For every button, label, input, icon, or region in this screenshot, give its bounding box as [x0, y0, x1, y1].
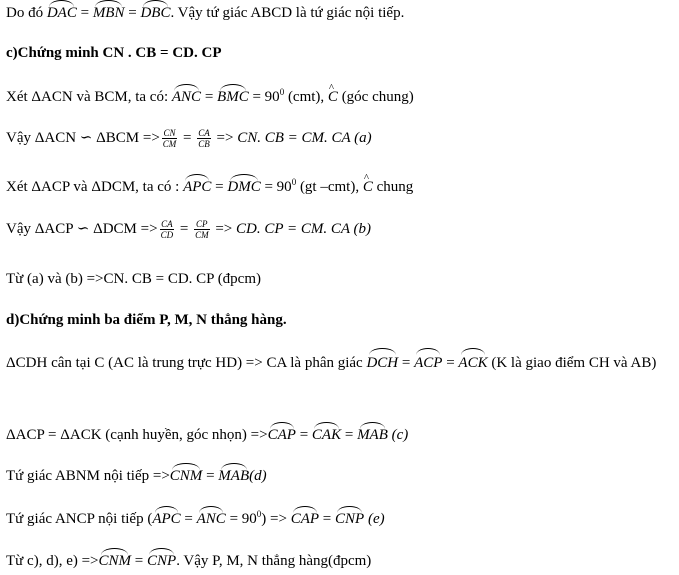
text: = — [319, 511, 336, 527]
angle-bmc: BMC — [217, 86, 249, 106]
angle-cak: CAK — [312, 424, 341, 444]
math-label: (e) — [364, 511, 385, 527]
text: = — [179, 129, 196, 146]
text: = 90 — [248, 89, 280, 105]
text: (góc chung) — [337, 89, 414, 105]
text: ) => — [261, 511, 291, 527]
denominator: CM — [195, 230, 209, 240]
fraction — [162, 128, 178, 149]
numerator: CP — [196, 219, 208, 229]
text: Tứ giác ANCP nội tiếp ( — [6, 511, 153, 527]
fraction — [160, 219, 175, 240]
text: Do đó — [6, 5, 47, 21]
text: = — [341, 427, 358, 443]
angle-acp: ACP — [414, 350, 442, 374]
fraction — [194, 219, 210, 240]
denominator: CB — [198, 139, 210, 149]
text: = — [124, 5, 141, 21]
text: (K là giao điểm CH và AB) — [487, 355, 657, 371]
angle-mab: MAB — [357, 424, 388, 444]
angle-ack: ACK — [458, 350, 487, 374]
angle-c-hat: ^ C — [363, 178, 373, 196]
angle-apc: APC — [152, 508, 180, 528]
math-label: (c) — [387, 427, 409, 443]
text: = — [76, 5, 93, 21]
denominator: CM — [162, 139, 177, 149]
text: . Vậy tứ giác ABCD là tứ giác nội tiếp. — [170, 5, 405, 21]
line-conclusion-c: Từ (a) và (b) =>CN. CB = CD. CP (đpcm) — [6, 271, 262, 287]
angle-dbc: DBC — [140, 2, 170, 22]
text: => — [212, 129, 238, 146]
angle-cnm: CNM — [170, 465, 203, 485]
math-expression: CN. CB = CM. CA (a) — [237, 129, 372, 146]
angle-dch: DCH — [366, 350, 398, 374]
text: Vậy ΔACN ∽ ΔBCM => — [6, 129, 160, 146]
line-cdh-isosceles — [6, 350, 674, 374]
line-final-conclusion — [6, 550, 371, 570]
denominator: CD — [160, 230, 174, 240]
text: Xét ΔACP và ΔDCM, ta có : — [6, 179, 184, 195]
angle-mab: MAB — [218, 465, 249, 485]
line-consider-acp-dcm — [6, 176, 413, 196]
degree: 0 — [279, 87, 285, 97]
angle-dac: DAC — [47, 2, 77, 22]
angle-cap: CAP — [291, 508, 319, 528]
math-label: (d) — [249, 468, 267, 484]
text: = 90 — [225, 511, 257, 527]
line-congruent-acp-ack — [6, 424, 408, 444]
text: = — [176, 220, 193, 237]
line-consider-acn-bcm — [6, 86, 414, 106]
text: (gt –cmt), — [296, 179, 363, 195]
angle-anc: ANC — [172, 86, 201, 106]
text: ΔACP = ΔACK (cạnh huyền, góc nhọn) => — [6, 427, 268, 443]
numerator: CN — [163, 128, 176, 138]
heading-part-d: d)Chứng minh ba điểm P, M, N thẳng hàng. — [6, 312, 287, 328]
angle-dmc: DMC — [227, 176, 260, 196]
angle-mbn: MBN — [93, 2, 125, 22]
degree: 0 — [291, 177, 297, 187]
fraction — [197, 128, 211, 149]
text: => — [211, 220, 236, 237]
numerator: CA — [198, 128, 210, 138]
angle-cap: CAP — [268, 424, 296, 444]
text: = — [295, 427, 312, 443]
text: = — [202, 468, 219, 484]
angle-cnm: CNM — [99, 550, 132, 570]
text: = — [201, 89, 218, 105]
text: Từ c), d), e) => — [6, 553, 99, 569]
numerator: CA — [161, 219, 173, 229]
angle-apc: APC — [183, 176, 211, 196]
text: ΔCDH cân tại C (AC là trung trực HD) => CA là phân giác — [6, 355, 367, 371]
line-abcd-cyclic — [6, 2, 404, 22]
text: Xét ΔACN và BCM, ta có: — [6, 89, 172, 105]
text: . Vậy P, M, N thẳng hàng(đpcm) — [176, 553, 372, 569]
text: Vậy ΔACP ∽ ΔDCM => — [6, 220, 158, 237]
line-similar-acp-dcm — [6, 219, 371, 240]
angle-cnp: CNP — [335, 508, 364, 528]
text: = — [131, 553, 147, 569]
text: = 90 — [260, 179, 292, 195]
angle-anc: ANC — [197, 508, 226, 528]
text: = — [398, 355, 415, 371]
text: = — [211, 179, 228, 195]
heading-part-c: c)Chứng minh CN . CB = CD. CP — [6, 45, 222, 61]
text: = — [180, 511, 197, 527]
text: = — [442, 355, 459, 371]
degree: 0 — [256, 509, 262, 519]
angle-cnp: CNP — [147, 550, 176, 570]
angle-c-hat: ^ C — [328, 88, 338, 106]
line-ancp-cyclic — [6, 508, 385, 528]
text: Tứ giác ABNM nội tiếp => — [6, 468, 170, 484]
math-expression: CD. CP = CM. CA (b) — [235, 220, 371, 237]
text: chung — [372, 179, 414, 195]
line-abnm-cyclic — [6, 465, 267, 485]
text: (cmt), — [284, 89, 328, 105]
line-similar-acn-bcm — [6, 128, 372, 149]
